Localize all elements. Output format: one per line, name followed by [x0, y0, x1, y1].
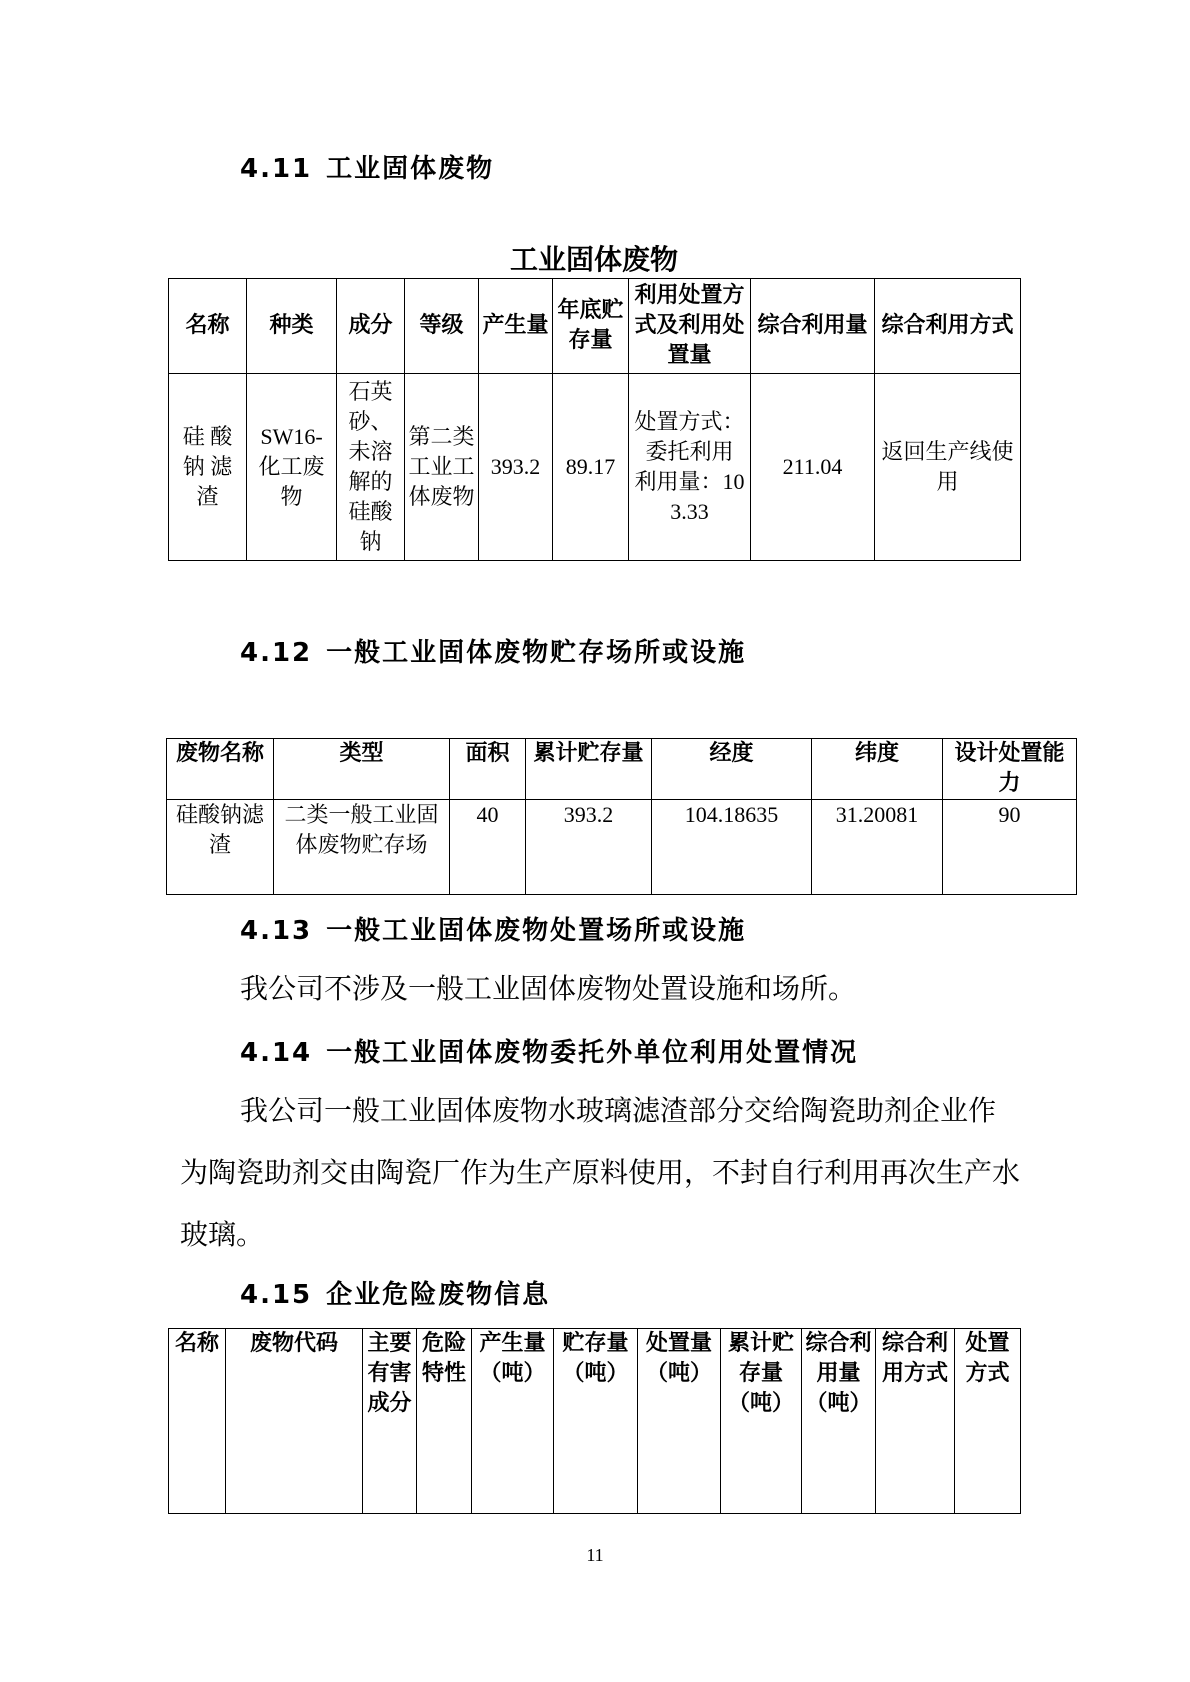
cell-grade: 第二类工业工体废物	[405, 374, 479, 561]
section-heading-4-12: 4.12 一般工业固体废物贮存场所或设施	[240, 638, 747, 668]
cell-latitude: 31.20081	[812, 800, 943, 895]
col-name: 名称	[169, 279, 247, 374]
col-hazard-characteristics: 危险特性	[417, 1329, 472, 1514]
table-caption: 工业固体废物	[509, 243, 678, 276]
col-cumulative-storage: 累计贮存量	[526, 739, 652, 800]
col-disposal-method: 利用处置方式及利用处置量	[629, 279, 751, 374]
cell-waste-name: 硅酸钠滤渣	[167, 800, 274, 895]
cell-production: 393.2	[479, 374, 553, 561]
page-number: 11	[586, 1545, 604, 1565]
cell-area: 40	[450, 800, 526, 895]
cell-utilization-method: 返回生产线使用	[875, 374, 1021, 561]
cell-cumulative-storage: 393.2	[526, 800, 652, 895]
col-utilization-method: 综合利用方式	[876, 1329, 955, 1514]
storage-facility-table	[166, 738, 1077, 895]
col-utilization-amount: 综合利用量	[751, 279, 875, 374]
col-latitude: 纬度	[812, 739, 943, 800]
cell-type: 二类一般工业固体废物贮存场	[274, 800, 450, 895]
paragraph-4-13: 我公司不涉及一般工业固体废物处置设施和场所。	[240, 972, 857, 1005]
col-main-hazardous-components: 主要有害成分	[363, 1329, 417, 1514]
col-composition: 成分	[337, 279, 405, 374]
col-production: 产生量	[479, 279, 553, 374]
col-disposal-tons: 处置量（吨）	[638, 1329, 721, 1514]
col-grade: 等级	[405, 279, 479, 374]
table-row	[167, 800, 1077, 895]
col-storage-tons: 贮存量（吨）	[554, 1329, 638, 1514]
col-type: 类型	[274, 739, 450, 800]
hazardous-waste-table	[168, 1328, 1021, 1514]
cell-year-end-storage: 89.17	[553, 374, 629, 561]
cell-longitude: 104.18635	[652, 800, 812, 895]
col-area: 面积	[450, 739, 526, 800]
section-heading-4-11: 4.11 工业固体废物	[240, 154, 495, 184]
col-utilization-tons: 综合利用量（吨）	[802, 1329, 876, 1514]
col-utilization-method: 综合利用方式	[875, 279, 1021, 374]
cell-utilization-amount: 211.04	[751, 374, 875, 561]
col-production-tons: 产生量（吨）	[472, 1329, 554, 1514]
section-heading-4-15: 4.15 企业危险废物信息	[240, 1280, 551, 1310]
col-name: 名称	[169, 1329, 226, 1514]
table-row	[169, 374, 1021, 561]
paragraph-4-14: 我公司一般工业固体废物水玻璃滤渣部分交给陶瓷助剂企业作为陶瓷助剂交由陶瓷厂作为生产原料使用，不封自行利用再次生产水玻璃。	[180, 1094, 1021, 1251]
table-header-row	[169, 1329, 1021, 1514]
col-year-end-storage: 年底贮存量	[553, 279, 629, 374]
col-design-capacity: 设计处置能力	[943, 739, 1077, 800]
cell-composition: 石英砂、未溶解的硅酸钠	[337, 374, 405, 561]
col-cumulative-storage-tons: 累计贮存量（吨）	[721, 1329, 802, 1514]
col-longitude: 经度	[652, 739, 812, 800]
col-disposal-method: 处置方式	[955, 1329, 1021, 1514]
section-heading-4-14: 4.14 一般工业固体废物委托外单位利用处置情况	[240, 1038, 859, 1068]
cell-type: SW16-化工废物	[247, 374, 337, 561]
section-heading-4-13: 4.13 一般工业固体废物处置场所或设施	[240, 916, 747, 946]
table-header-row	[167, 739, 1077, 800]
cell-disposal-method: 处置方式：委托利用 利用量：103.33	[629, 374, 751, 561]
col-type: 种类	[247, 279, 337, 374]
industrial-solid-waste-table	[168, 278, 1021, 561]
cell-design-capacity: 90	[943, 800, 1077, 895]
cell-name: 硅 酸 钠 滤 渣	[169, 374, 247, 561]
table-header-row	[169, 279, 1021, 374]
col-waste-code: 废物代码	[226, 1329, 363, 1514]
col-waste-name: 废物名称	[167, 739, 274, 800]
